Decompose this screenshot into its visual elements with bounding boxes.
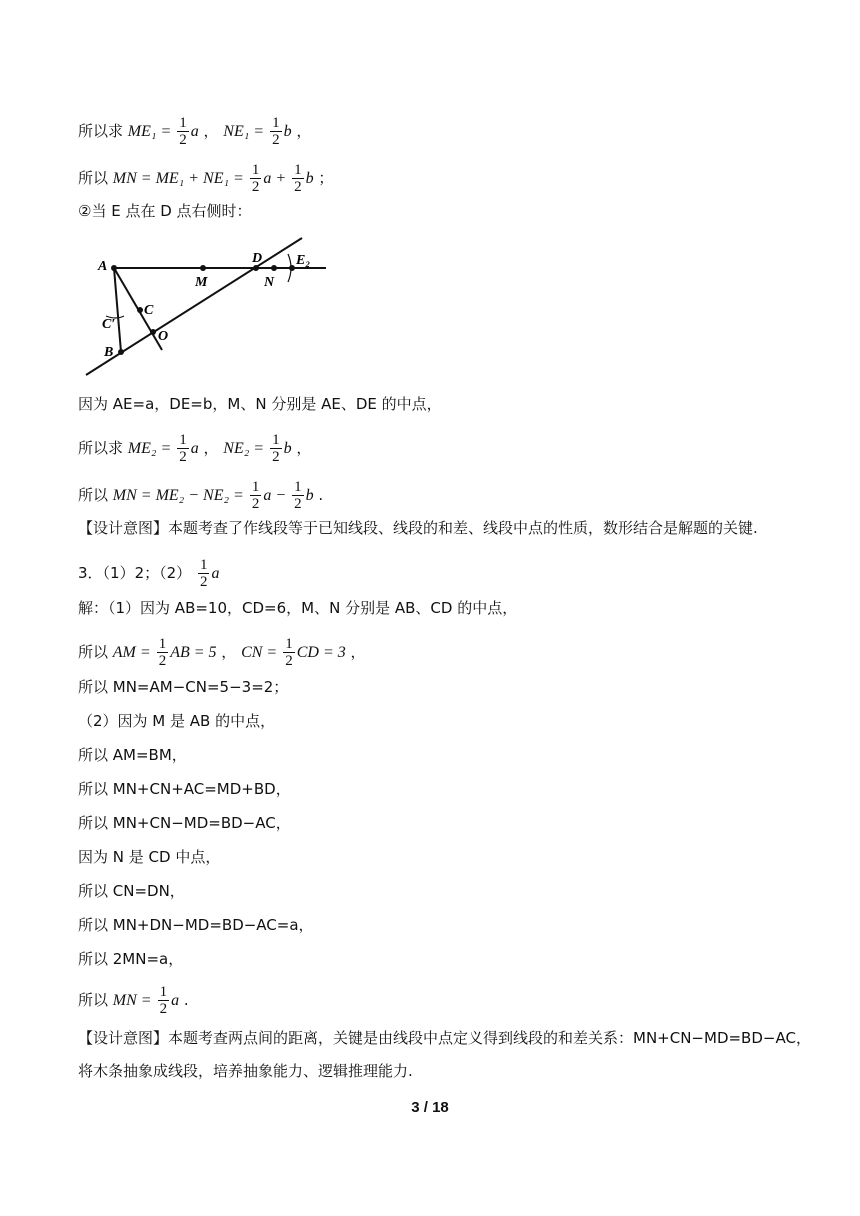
point-b [118, 349, 124, 355]
text-line: 所以 CN=DN， [78, 882, 185, 900]
label-a: A [98, 259, 108, 274]
label-d: D [252, 251, 263, 266]
fraction: $\frac{1}{2}$ [294, 479, 302, 512]
text-line: 所以求 ME₂ = $\frac{1}{2}$ a ， NE₂ = $\frac{1}{2}$ b ， [78, 432, 312, 465]
segment-ab [114, 268, 121, 352]
label-c-prime: C′ [102, 317, 116, 332]
line-bd [86, 238, 302, 375]
text-line: 解：（1）因为 AB=10，CD=6，M、N 分别是 AB、CD 的中点， [78, 599, 518, 617]
text-line: 所以 MN = ME₂ − NE₂ = $\frac{1}{2}$ a − $\frac{1}{2}$ b . [78, 479, 324, 512]
point-a [111, 265, 117, 271]
text-line: 所以 AM = $\frac{1}{2}$ AB = 5 ， CN = $\frac{1}{2}$ CD = 3 ， [78, 636, 366, 669]
math-expr: NE₁ = [223, 123, 269, 140]
fraction: $\frac{1}{2}$ [251, 162, 260, 195]
geometry-figure [82, 232, 342, 384]
fraction: $\frac{1}{2}$ [179, 115, 187, 148]
fraction: $\frac{1}{2}$ [272, 115, 280, 148]
text-line: ②当 E 点在 D 点右侧时： [78, 202, 252, 220]
page-number: 3 / 18 [411, 1099, 449, 1116]
text-line: 所以 MN = $\frac{1}{2}$ a . [78, 984, 189, 1017]
label-c: C [144, 303, 154, 318]
point-m [200, 265, 206, 271]
fraction: $\frac{1}{2}$ [159, 984, 168, 1017]
diagram-svg [82, 232, 342, 380]
fraction: $\frac{1}{2}$ [179, 432, 187, 465]
text-line: 所以 2MN=a， [78, 950, 184, 968]
text-line: 因为 N 是 CD 中点， [78, 848, 221, 866]
text-line: 所以 MN+CN−MD=BD−AC， [78, 814, 291, 832]
point-o [150, 329, 156, 335]
text-line: 所以 AM=BM， [78, 746, 187, 764]
math-expr: MN = ME₁ + NE₁ = [112, 170, 248, 187]
point-c [137, 307, 143, 313]
text-line: 所以 MN = ME₁ + NE₁ = $\frac{1}{2}$ a + $\frac{1}{2}$ b ； [78, 162, 334, 195]
design-intent-note: 【设计意图】本题考查两点间的距离，关键是由线段中点定义得到线段的和差关系：MN+CN−MD=BD−AC， [78, 1029, 811, 1047]
label-n: N [264, 275, 275, 290]
text-run: 所以求 [78, 122, 128, 140]
math-expr: ME₁ = [127, 123, 176, 140]
fraction: $\frac{1}{2}$ [272, 432, 280, 465]
label-e2: E₂ [296, 253, 311, 268]
text-line: 所以 MN=AM−CN=5−3=2； [78, 678, 289, 696]
fraction: $\frac{1}{2}$ [158, 636, 167, 669]
point-n [271, 265, 277, 271]
fraction: $\frac{1}{2}$ [285, 636, 293, 669]
text-line: 所以求 ME₁ = $\frac{1}{2}$ a ， NE₁ = $\frac{1}{2}$ b ， [78, 115, 312, 148]
text-line: 因为 AE=a，DE=b，M、N 分别是 AE、DE 的中点， [78, 395, 442, 413]
text-line: 所以 MN+DN−MD=BD−AC=a， [78, 916, 314, 934]
label-m: M [195, 275, 208, 290]
fraction: $\frac{1}{2}$ [199, 557, 208, 590]
text-line: 所以 MN+CN+AC=MD+BD， [78, 780, 291, 798]
label-o: O [158, 329, 169, 344]
fraction: $\frac{1}{2}$ [294, 162, 302, 195]
label-b: B [104, 345, 114, 360]
answer-line: 3．（1）2；（2） $\frac{1}{2}$ a [78, 557, 220, 590]
fraction: $\frac{1}{2}$ [251, 479, 260, 512]
math-expr: a [190, 123, 199, 140]
design-intent-note: 【设计意图】本题考查了作线段等于已知线段、线段的和差、线段中点的性质，数形结合是解题的关键. [78, 519, 758, 537]
point-e2 [289, 265, 295, 271]
text-line: （2）因为 M 是 AB 的中点， [78, 712, 276, 730]
text-line: 将木条抽象成线段，培养抽象能力、逻辑推理能力. [78, 1062, 413, 1080]
